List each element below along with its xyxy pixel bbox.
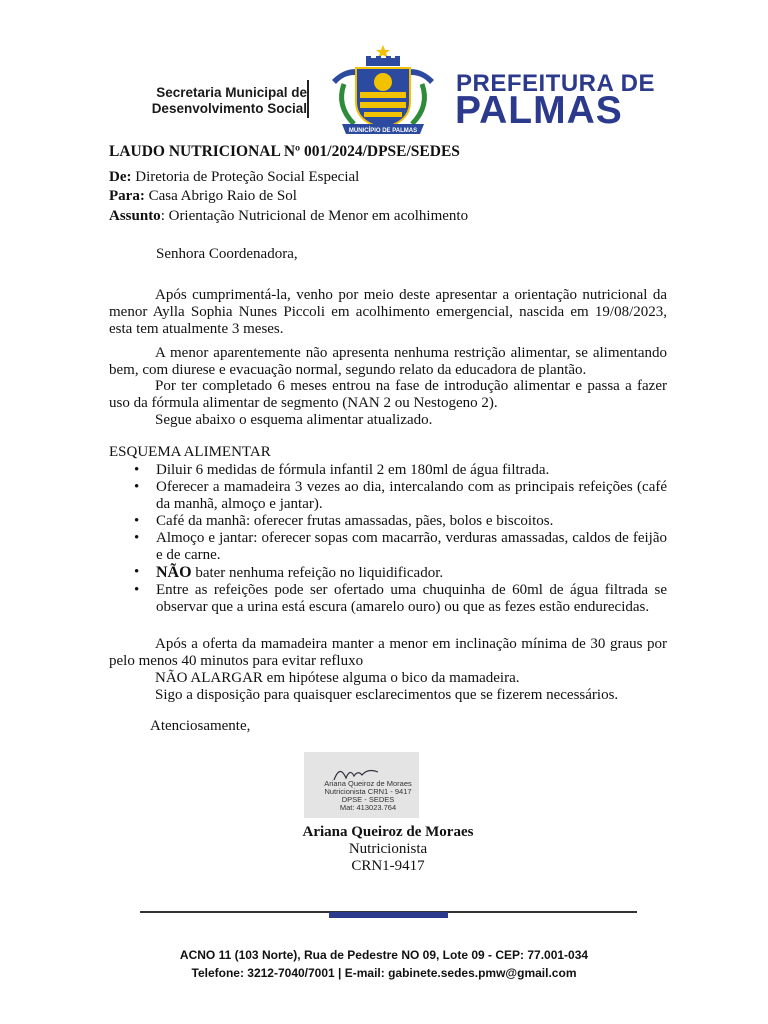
signer-crn: CRN1-9417 (351, 858, 425, 874)
paragraph-health: A menor aparentemente não apresenta nenhuma restrição alimentar, se alimentando bem, com diurese e evacuação normal, segundo relato da educadora de plantão. (109, 345, 667, 378)
header-divider (307, 80, 309, 118)
signature-stamp (304, 752, 419, 818)
schema-list (109, 462, 667, 616)
paragraph-disposicao: Sigo a disposição para quaisquer esclarecimentos que se fizerem necessários. (155, 687, 619, 703)
paragraph-reflux: Após a oferta da mamadeira manter a menor em inclinação mínima de 30 graus por pelo menos 40 minutos para evitar refluxo (109, 636, 667, 669)
secretaria-line-1: Secretaria Municipal de (156, 85, 307, 100)
assunto-label: Assunto (109, 208, 161, 224)
field-assunto (109, 208, 468, 225)
paragraph-bico: NÃO ALARGAR em hipótese alguma o bico da mamadeira. (155, 670, 520, 686)
de-label: De: (109, 169, 132, 185)
field-de (109, 169, 359, 186)
list-item: • Entre as refeições pode ser ofertado uma chuquinha de 60ml de água filtrada se observar que a urina está escura (amarelo ouro) ou que as fezes estão endurecidas. (134, 582, 667, 615)
footer-contact: Telefone: 3212-7040/7001 | E-mail: gabinete.sedes.pmw@gmail.com (191, 966, 577, 980)
paragraph-intro: Após cumprimentá-la, venho por meio deste apresentar a orientação nutricional da menor Aylla Sophia Nunes Piccoli em acolhimento emergencial, nascida em 19/08/2023, esta tem atualmente 3 meses. (109, 287, 667, 337)
de-value: Diretoria de Proteção Social Especial (131, 169, 360, 185)
paragraph-schema-intro: Segue abaixo o esquema alimentar atualizado. (155, 412, 433, 428)
footer-address: ACNO 11 (103 Norte), Rua de Pedestre NO 09, Lote 09 - CEP: 77.001-034 (179, 948, 589, 962)
nao-emphasis: NÃO (156, 564, 192, 581)
palmas-crest-logo (326, 44, 440, 138)
list-item: • Almoço e jantar: oferecer sopas com macarrão, verduras amassadas, caldos de feijão e de carne. (134, 530, 667, 563)
greeting: Senhora Coordenadora, (156, 246, 298, 262)
list-item: • Café da manhã: oferecer frutas amassadas, pães, bolos e biscoitos. (134, 513, 554, 529)
secretaria-label (137, 85, 307, 117)
field-para (109, 188, 297, 205)
paragraph-formula: Por ter completado 6 meses entrou na fase de introdução alimentar e passa a fazer uso da fórmula alimentar de segmento (NAN 2 ou Nestogeno 2). (109, 378, 667, 411)
schema-title: ESQUEMA ALIMENTAR (109, 444, 271, 460)
list-item: • Diluir 6 medidas de fórmula infantil 2 em 180ml de água filtrada. (134, 462, 550, 478)
footer-accent-bar (329, 912, 448, 918)
closing: Atenciosamente, (150, 718, 251, 734)
signer-name: Ariana Queiroz de Moraes (302, 824, 474, 840)
document-title: LAUDO NUTRICIONAL Nº 001/2024/DPSE/SEDES (109, 143, 460, 160)
palmas-label: PALMAS (455, 89, 623, 132)
prefeitura-label: PREFEITURA DE (456, 70, 655, 97)
secretaria-line-2: Desenvolvimento Social (151, 101, 307, 116)
para-label: Para: (109, 188, 145, 204)
stamp-text: Ariana Queiroz de Moraes Nutricionista CRN1 - 9417 DPSE - SEDES Mat: 413023.764 (324, 779, 412, 812)
list-item: • NÃO bater nenhuma refeição no liquidificador. (134, 564, 444, 581)
signer-role: Nutricionista (348, 841, 428, 857)
crest-caption: MUNICÍPIO DE PALMAS (348, 128, 418, 134)
assunto-value: : Orientação Nutricional de Menor em acolhimento (160, 208, 469, 224)
para-value: Casa Abrigo Raio de Sol (144, 188, 297, 204)
list-item: • Oferecer a mamadeira 3 vezes ao dia, intercalando com as principais refeições (café da manhã, almoço e jantar). (134, 479, 667, 512)
